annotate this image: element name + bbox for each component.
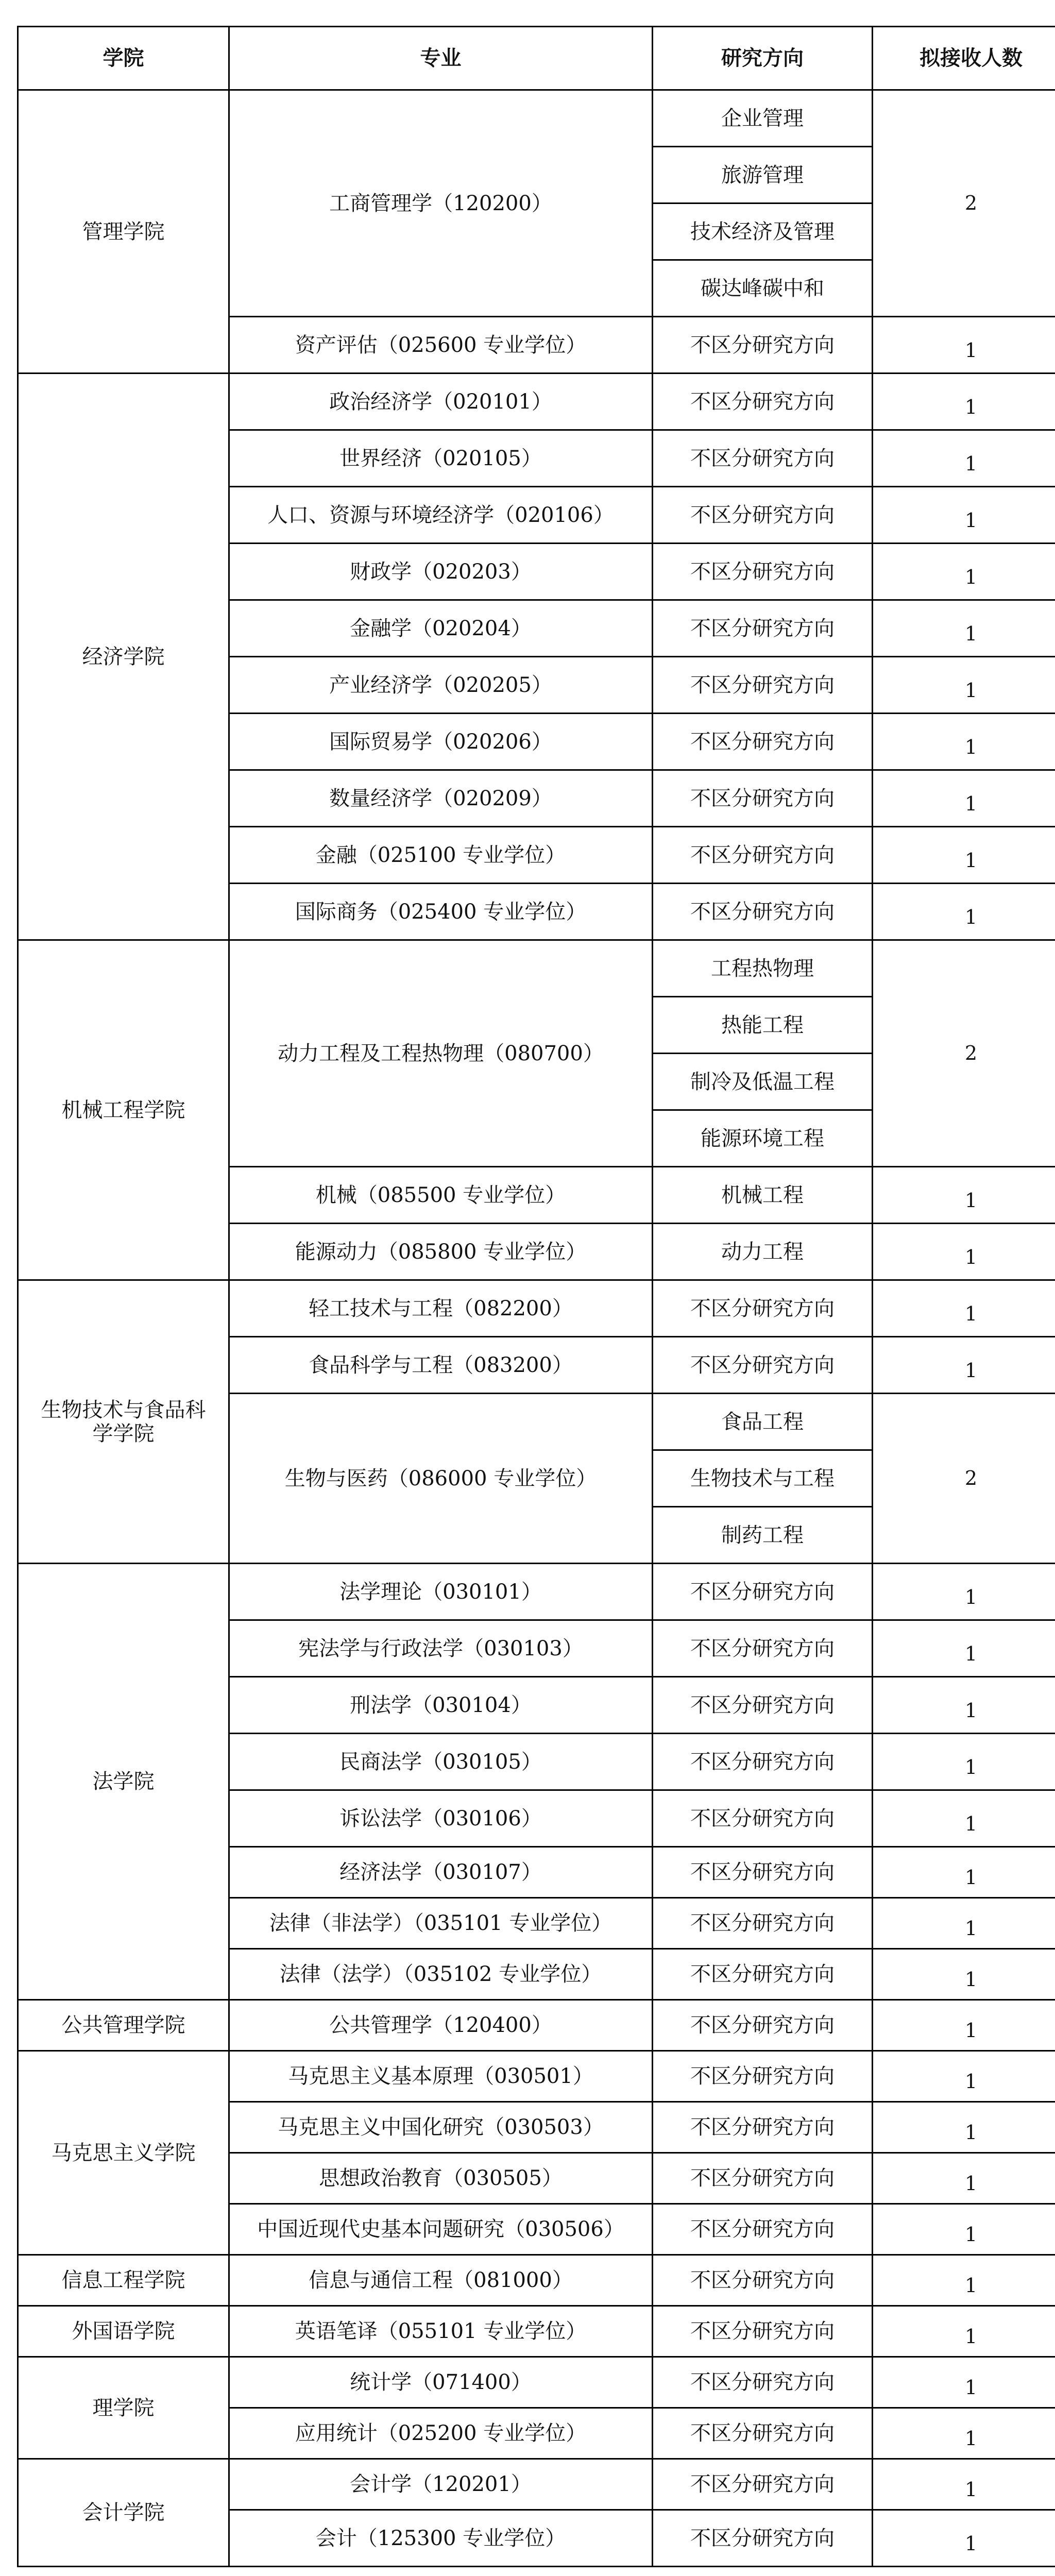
college-cell: 法学院	[18, 1564, 229, 2000]
quota-cell: 1	[873, 1790, 1055, 1847]
major-cell: 思想政治教育（030505）	[229, 2153, 653, 2204]
quota-cell: 1	[873, 2306, 1055, 2357]
major-cell: 国际商务（025400 专业学位）	[229, 884, 653, 940]
direction-cell: 能源环境工程	[653, 1110, 873, 1167]
quota-cell: 1	[873, 2051, 1055, 2102]
major-cell: 工商管理学（120200）	[229, 90, 653, 317]
college-cell: 公共管理学院	[18, 2000, 229, 2051]
direction-cell: 不区分研究方向	[653, 770, 873, 827]
direction-cell: 企业管理	[653, 90, 873, 147]
table-row	[18, 2255, 1055, 2306]
quota-cell: 2	[873, 90, 1055, 317]
table-body	[18, 90, 1055, 2567]
quota-cell: 1	[873, 1847, 1055, 1898]
direction-cell: 生物技术与工程	[653, 1450, 873, 1507]
direction-cell: 不区分研究方向	[653, 884, 873, 940]
direction-cell: 不区分研究方向	[653, 2459, 873, 2510]
header-college: 学院	[18, 27, 229, 90]
major-cell: 食品科学与工程（083200）	[229, 1337, 653, 1394]
major-cell: 机械（085500 专业学位）	[229, 1167, 653, 1224]
college-cell: 机械工程学院	[18, 940, 229, 1280]
quota-cell: 1	[873, 1677, 1055, 1734]
quota-cell: 1	[873, 2510, 1055, 2567]
direction-cell: 旅游管理	[653, 147, 873, 204]
major-cell: 动力工程及工程热物理（080700）	[229, 940, 653, 1167]
direction-cell: 热能工程	[653, 997, 873, 1054]
major-cell: 财政学（020203）	[229, 544, 653, 600]
direction-cell: 不区分研究方向	[653, 2255, 873, 2306]
table-row	[18, 374, 1055, 430]
direction-cell: 不区分研究方向	[653, 2408, 873, 2459]
major-cell: 能源动力（085800 专业学位）	[229, 1224, 653, 1280]
major-cell: 资产评估（025600 专业学位）	[229, 317, 653, 374]
quota-cell: 2	[873, 1394, 1055, 1564]
major-cell: 民商法学（030105）	[229, 1734, 653, 1790]
direction-cell: 不区分研究方向	[653, 487, 873, 544]
direction-cell: 技术经济及管理	[653, 204, 873, 260]
quota-cell: 1	[873, 1734, 1055, 1790]
direction-cell: 不区分研究方向	[653, 430, 873, 487]
direction-cell: 不区分研究方向	[653, 2204, 873, 2255]
major-cell: 统计学（071400）	[229, 2357, 653, 2408]
college-cell: 外国语学院	[18, 2306, 229, 2357]
header-row	[18, 27, 1055, 90]
direction-cell: 不区分研究方向	[653, 657, 873, 714]
direction-cell: 食品工程	[653, 1394, 873, 1450]
direction-cell: 碳达峰碳中和	[653, 260, 873, 317]
direction-cell: 不区分研究方向	[653, 714, 873, 770]
quota-cell: 1	[873, 1564, 1055, 1620]
direction-cell: 不区分研究方向	[653, 1790, 873, 1847]
quota-cell: 1	[873, 1898, 1055, 1949]
direction-cell: 不区分研究方向	[653, 1620, 873, 1677]
direction-cell: 不区分研究方向	[653, 374, 873, 430]
table-row	[18, 1280, 1055, 1337]
table-header	[18, 27, 1055, 90]
quota-cell: 1	[873, 770, 1055, 827]
quota-cell: 1	[873, 374, 1055, 430]
table-row	[18, 2051, 1055, 2102]
college-cell: 信息工程学院	[18, 2255, 229, 2306]
quota-cell: 1	[873, 827, 1055, 884]
major-cell: 诉讼法学（030106）	[229, 1790, 653, 1847]
quota-cell: 1	[873, 2459, 1055, 2510]
quota-cell: 1	[873, 544, 1055, 600]
quota-cell: 1	[873, 2204, 1055, 2255]
table-row	[18, 940, 1055, 997]
direction-cell: 不区分研究方向	[653, 2051, 873, 2102]
college-cell: 生物技术与食品科学学院	[18, 1280, 229, 1564]
quota-cell: 1	[873, 2357, 1055, 2408]
header-direction: 研究方向	[653, 27, 873, 90]
quota-cell: 1	[873, 2153, 1055, 2204]
major-cell: 马克思主义中国化研究（030503）	[229, 2102, 653, 2153]
quota-cell: 1	[873, 2255, 1055, 2306]
quota-cell: 1	[873, 2408, 1055, 2459]
major-cell: 公共管理学（120400）	[229, 2000, 653, 2051]
quota-cell: 1	[873, 600, 1055, 657]
quota-cell: 1	[873, 714, 1055, 770]
college-cell: 管理学院	[18, 90, 229, 374]
major-cell: 宪法学与行政法学（030103）	[229, 1620, 653, 1677]
college-cell: 经济学院	[18, 374, 229, 940]
quota-cell: 1	[873, 657, 1055, 714]
direction-cell: 机械工程	[653, 1167, 873, 1224]
table-row	[18, 90, 1055, 147]
major-cell: 信息与通信工程（081000）	[229, 2255, 653, 2306]
direction-cell: 制药工程	[653, 1507, 873, 1564]
direction-cell: 制冷及低温工程	[653, 1054, 873, 1110]
header-quota: 拟接收人数	[873, 27, 1055, 90]
table-row	[18, 2306, 1055, 2357]
quota-cell: 1	[873, 317, 1055, 374]
table-row	[18, 2000, 1055, 2051]
major-cell: 轻工技术与工程（082200）	[229, 1280, 653, 1337]
major-cell: 马克思主义基本原理（030501）	[229, 2051, 653, 2102]
direction-cell: 不区分研究方向	[653, 2102, 873, 2153]
direction-cell: 不区分研究方向	[653, 544, 873, 600]
direction-cell: 不区分研究方向	[653, 1280, 873, 1337]
college-cell: 会计学院	[18, 2459, 229, 2567]
table-row	[18, 1564, 1055, 1620]
direction-cell: 不区分研究方向	[653, 1734, 873, 1790]
major-cell: 会计（125300 专业学位）	[229, 2510, 653, 2567]
quota-cell: 1	[873, 1167, 1055, 1224]
direction-cell: 不区分研究方向	[653, 1949, 873, 2000]
major-cell: 应用统计（025200 专业学位）	[229, 2408, 653, 2459]
direction-cell: 不区分研究方向	[653, 1564, 873, 1620]
quota-cell: 1	[873, 1337, 1055, 1394]
quota-cell: 1	[873, 2000, 1055, 2051]
major-cell: 世界经济（020105）	[229, 430, 653, 487]
direction-cell: 不区分研究方向	[653, 827, 873, 884]
direction-cell: 不区分研究方向	[653, 317, 873, 374]
direction-cell: 不区分研究方向	[653, 1337, 873, 1394]
major-cell: 经济法学（030107）	[229, 1847, 653, 1898]
major-cell: 人口、资源与环境经济学（020106）	[229, 487, 653, 544]
major-cell: 数量经济学（020209）	[229, 770, 653, 827]
direction-cell: 不区分研究方向	[653, 2306, 873, 2357]
table-row	[18, 2459, 1055, 2510]
major-cell: 法律（法学）（035102 专业学位）	[229, 1949, 653, 2000]
direction-cell: 不区分研究方向	[653, 1677, 873, 1734]
major-cell: 法学理论（030101）	[229, 1564, 653, 1620]
header-major: 专业	[229, 27, 653, 90]
major-cell: 会计学（120201）	[229, 2459, 653, 2510]
quota-cell: 1	[873, 2102, 1055, 2153]
quota-cell: 2	[873, 940, 1055, 1167]
major-cell: 国际贸易学（020206）	[229, 714, 653, 770]
major-cell: 产业经济学（020205）	[229, 657, 653, 714]
major-cell: 刑法学（030104）	[229, 1677, 653, 1734]
direction-cell: 不区分研究方向	[653, 1898, 873, 1949]
direction-cell: 不区分研究方向	[653, 2357, 873, 2408]
major-cell: 生物与医药（086000 专业学位）	[229, 1394, 653, 1564]
admission-quota-table	[17, 26, 1055, 2567]
quota-cell: 1	[873, 884, 1055, 940]
college-cell: 理学院	[18, 2357, 229, 2459]
quota-cell: 1	[873, 487, 1055, 544]
direction-cell: 不区分研究方向	[653, 2000, 873, 2051]
major-cell: 中国近现代史基本问题研究（030506）	[229, 2204, 653, 2255]
quota-cell: 1	[873, 1280, 1055, 1337]
direction-cell: 动力工程	[653, 1224, 873, 1280]
quota-cell: 1	[873, 1620, 1055, 1677]
direction-cell: 不区分研究方向	[653, 600, 873, 657]
direction-cell: 工程热物理	[653, 940, 873, 997]
quota-cell: 1	[873, 1949, 1055, 2000]
major-cell: 法律（非法学）（035101 专业学位）	[229, 1898, 653, 1949]
major-cell: 金融学（020204）	[229, 600, 653, 657]
direction-cell: 不区分研究方向	[653, 2510, 873, 2567]
major-cell: 英语笔译（055101 专业学位）	[229, 2306, 653, 2357]
direction-cell: 不区分研究方向	[653, 2153, 873, 2204]
table-row	[18, 2357, 1055, 2408]
college-cell: 马克思主义学院	[18, 2051, 229, 2255]
quota-cell: 1	[873, 1224, 1055, 1280]
direction-cell: 不区分研究方向	[653, 1847, 873, 1898]
quota-cell: 1	[873, 430, 1055, 487]
major-cell: 金融（025100 专业学位）	[229, 827, 653, 884]
major-cell: 政治经济学（020101）	[229, 374, 653, 430]
